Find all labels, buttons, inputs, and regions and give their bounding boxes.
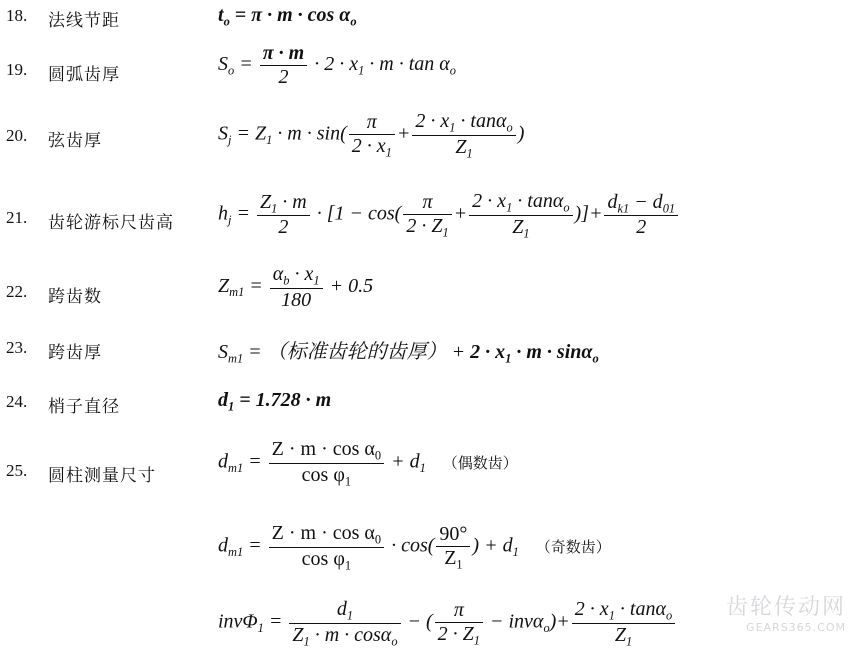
item-number: 18. — [6, 6, 28, 25]
item-number: 24. — [6, 392, 28, 411]
item-name: 跨齿厚 — [48, 343, 102, 363]
formula-pin-diameter: $d_1 = 1.728 \cdot m$ — [218, 389, 332, 414]
formula-span-number: $Z_{m1}$ = $\frac{\alpha_b \cdot x_1}{180}$ + 0.5 — [218, 263, 374, 311]
item-number: 19. — [6, 60, 28, 79]
formula-pin-measure-even: $d_{m1}$ = $\frac{Z \cdot m \cdot \cos \alpha_0}{\cos \varphi_1}$ + $d_1$ （偶数齿） — [218, 438, 518, 488]
item-name: 齿轮游标尺齿高 — [48, 213, 174, 233]
formula-normal-pitch: $t_o = \pi \cdot m \cdot \cos \alpha_o$ — [218, 4, 357, 29]
item-name: 圆弧齿厚 — [48, 65, 120, 85]
item-name: 梢子直径 — [48, 397, 120, 417]
standard-tooth-text: （标准齿轮的齿厚） — [266, 341, 447, 363]
formula-arc-tooth-thickness: $S_o$ = $\frac{\pi \cdot m}{2}$ · $2 \cdot x_1 \cdot m \cdot \tan \alpha_o$ — [218, 42, 456, 88]
formula-vernier-height: $h_j$ = $\frac{Z_1 \cdot m}{2}$ · [1 − cos( $\frac{\pi}{2 \cdot Z_1}$ + $\frac{2 \cdot x_1 \cdot \tan\alpha_o}{Z_1}$ )]+ $\frac{d_{k1} - d_{01}}{2}$ — [218, 190, 680, 240]
item-name: 弦齿厚 — [48, 131, 102, 151]
item-number: 20. — [6, 126, 28, 145]
odd-teeth-note: （奇数齿） — [535, 537, 611, 556]
formula-pin-measure-odd: $d_{m1}$ = $\frac{Z \cdot m \cdot \cos \alpha_0}{\cos \varphi_1}$ · cos( $\frac{90^\circ}{Z_1}$ ) + $d_1$ （奇数齿） — [218, 522, 611, 572]
item-name: 法线节距 — [48, 11, 120, 31]
item-number: 23. — [6, 338, 28, 357]
item-number: 25. — [6, 461, 28, 480]
watermark-url: GEARS365.COM — [746, 621, 846, 634]
formula-involute: invΦ$_1$ = $\frac{d_1}{Z_1 \cdot m \cdot \cos\alpha_o}$ − ( $\frac{\pi}{2 \cdot Z_1}$ − invα$_o$)+ $\frac{2 \cdot x_1 \cdot \tan\alpha_o}{Z_1}$ — [218, 598, 677, 648]
watermark-title: 齿轮传动网 — [725, 595, 846, 620]
item-name: 跨齿数 — [48, 287, 102, 307]
item-name: 圆柱测量尺寸 — [48, 466, 156, 486]
item-number: 22. — [6, 282, 28, 301]
even-teeth-note: （偶数齿） — [442, 453, 518, 472]
formula-chordal-thickness: $S_j = Z_1 \cdot m \cdot \sin$( $\frac{\pi}{2 \cdot x_1}$ + $\frac{2 \cdot x_1 \cdot \tan\alpha_o}{Z_1}$ ) — [218, 110, 525, 160]
formula-span-thickness: $S_{m1}$ = （标准齿轮的齿厚） + $2 \cdot x_1 \cdot m \cdot \sin\alpha_o$ — [218, 341, 599, 366]
item-number: 21. — [6, 208, 28, 227]
watermark-logo — [716, 590, 846, 646]
